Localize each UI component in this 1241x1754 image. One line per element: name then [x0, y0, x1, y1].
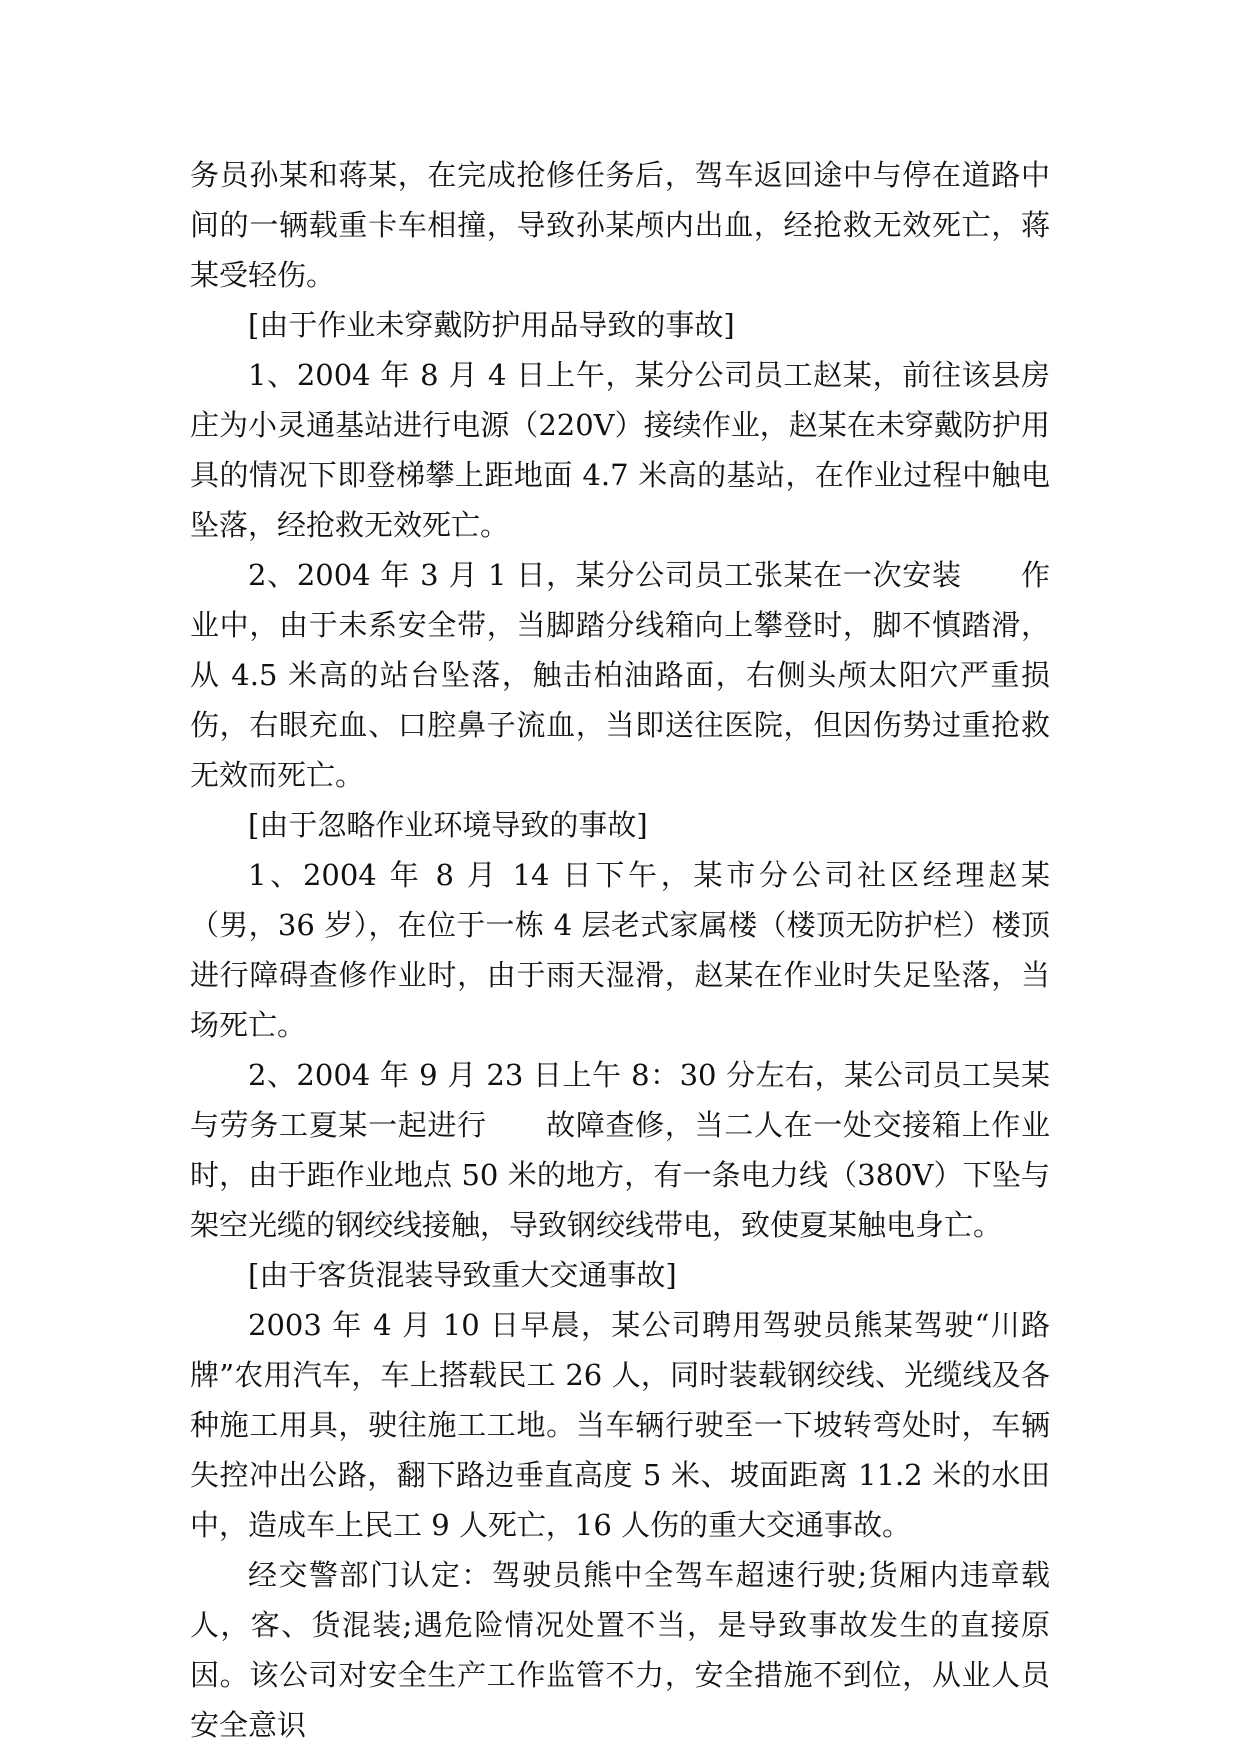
paragraph-case-power-line: 2、2004 年 9 月 23 日上午 8：30 分左右，某公司员工吴某与劳务工夏某一起进行 故障查修，当二人在一处交接箱上作业时，由于距作业地点 50 米的地方，有一条电力线（380V）下坠与架空光缆的钢绞线接触，导致钢绞线带电，致使夏某触电身亡。	[190, 1058, 1050, 1242]
paragraph-case-traffic-accident: 2003 年 4 月 10 日早晨，某公司聘用驾驶员熊某驾驶“川路牌”农用汽车，车上搭载民工 26 人，同时装载钢绞线、光缆线及各种施工用具，驶往施工工地。当车辆行驶至一下坡转弯处时，车辆失控冲出公路，翻下路边垂直高度 5 米、坡面距离 11.2 米的水田中，造成车上民工 9 人死亡，16 人伤的重大交通事故。	[190, 1308, 1050, 1542]
paragraph-police-finding: 经交警部门认定：驾驶员熊中全驾车超速行驶;货厢内违章载人，客、货混装;遇危险情况处置不当，是导致事故发生的直接原因。该公司对安全生产工作监管不力，安全措施不到位，从业人员安全意识	[190, 1558, 1050, 1742]
paragraph-continuation: 务员孙某和蒋某，在完成抢修任务后，驾车返回途中与停在道路中间的一辆载重卡车相撞，导致孙某颅内出血，经抢救无效死亡，蒋某受轻伤。	[190, 158, 1050, 292]
document-body	[190, 150, 1050, 1750]
section-heading-protective-gear: [由于作业未穿戴防护用品导致的事故]	[248, 308, 735, 342]
paragraph-case-fall-platform: 2、2004 年 3 月 1 日，某分公司员工张某在一次安装 作业中，由于未系安全带，当脚踏分线箱向上攀登时，脚不慎踏滑，从 4.5 米高的站台坠落，触击柏油路面，右侧头颅太阳穴严重损伤，右眼充血、口腔鼻子流血，当即送往医院，但因伤势过重抢救无效而死亡。	[190, 558, 1050, 792]
paragraph-case-roof-fall: 1、2004 年 8 月 14 日下午，某市分公司社区经理赵某（男，36 岁），在位于一栋 4 层老式家属楼（楼顶无防护栏）楼顶进行障碍查修作业时，由于雨天湿滑，赵某在作业时失足坠落，当场死亡。	[190, 858, 1050, 1042]
section-heading-environment: [由于忽略作业环境导致的事故]	[248, 808, 648, 842]
section-heading-mixed-cargo: [由于客货混装导致重大交通事故]	[248, 1258, 677, 1292]
paragraph-case-electrocution: 1、2004 年 8 月 4 日上午，某分公司员工赵某，前往该县房庄为小灵通基站进行电源（220V）接续作业，赵某在未穿戴防护用具的情况下即登梯攀上距地面 4.7 米高的基站，在作业过程中触电坠落，经抢救无效死亡。	[190, 358, 1050, 542]
